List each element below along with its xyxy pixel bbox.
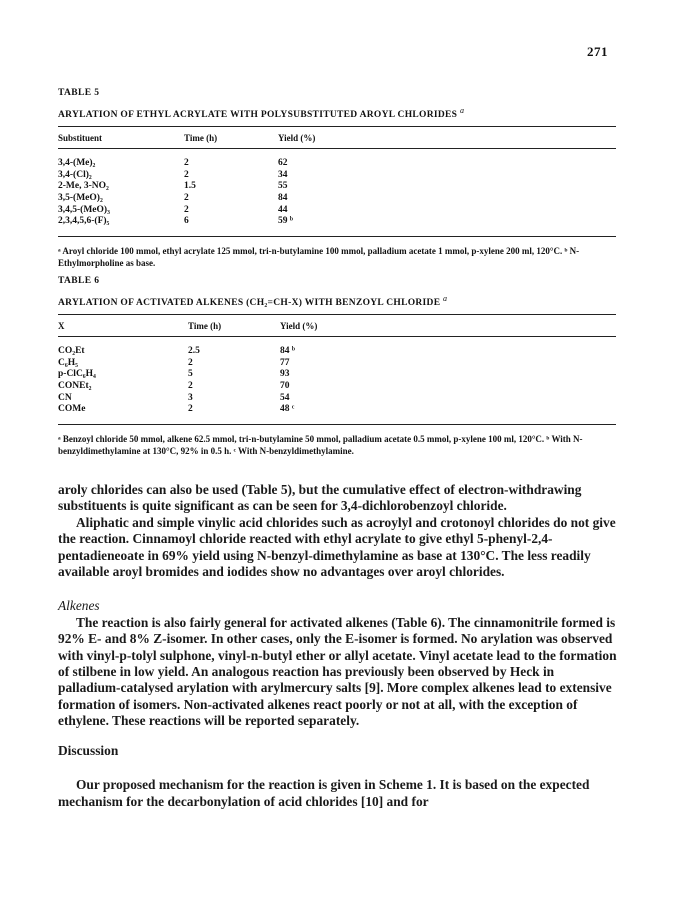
table-6-title (58, 294, 616, 308)
column-header-time: Time (h) (188, 315, 280, 337)
cell-time: 2.5 (188, 346, 200, 357)
table-row (58, 369, 616, 381)
table-row (58, 149, 616, 170)
column-header-x: X (58, 315, 188, 337)
section-heading-discussion: Discussion (58, 742, 119, 758)
column-header-time: Time (h) (184, 127, 278, 149)
cell-x: p-ClC₆H₄ (58, 369, 96, 380)
table-5-label: TABLE 5 (58, 88, 100, 98)
table-row (58, 170, 616, 182)
table-6-label: TABLE 6 (58, 276, 100, 286)
paragraph-aroyl-chlorides: aroly chlorides can also be used (Table 5), but the cumulative effect of electron-withdrawing substituents is quite significant as can be seen for 3,4-dichlorobenzoyl chloride. (58, 482, 582, 514)
table-5 (58, 88, 616, 269)
cell-yield: 44 (278, 204, 288, 215)
cell-time: 6 (184, 216, 189, 227)
cell-yield: 77 (280, 357, 290, 368)
cell-time: 2 (188, 357, 193, 368)
cell-time: 5 (188, 369, 193, 380)
cell-x: CO₂Et (58, 346, 85, 357)
table-6-footnote: ᵃ Benzoyl chloride 50 mmol, alkene 62.5 mmol, tri-n-butylamine 50 mmol, palladium acetate 0.5 mmol, p-xylene 100 ml, 120°C. ᵇ With N-benzyldimethylamine at 130°C, 92% in 0.5 h. ᶜ With N-benzyldimethylamine. (58, 433, 583, 456)
cell-x: CN (58, 392, 72, 403)
table-5-footnote: ᵃ Aroyl chloride 100 mmol, ethyl acrylate 125 mmol, tri-n-butylamine 100 mmol, palladium acetate 1 mmol, p-xylene 200 ml, 120°C. ᵇ N-Ethylmorpholine as base. (58, 245, 580, 268)
table-5-title (58, 106, 616, 120)
table-row (58, 216, 616, 236)
table-6-grid (58, 314, 616, 425)
table-row (58, 337, 616, 358)
cell-substituent: 3,5-(MeO)₂ (58, 192, 103, 203)
cell-yield: 70 (280, 380, 290, 391)
table-5-title-text: ARYLATION OF ETHYL ACRYLATE WITH POLYSUBSTITUTED AROYL CHLORIDES (58, 110, 458, 121)
table-6-title-text: ARYLATION OF ACTIVATED ALKENES (CH₂=CH-X) WITH BENZOYL CHLORIDE (58, 298, 441, 309)
page-number: 271 (587, 44, 608, 59)
table-row (58, 404, 616, 424)
table-6-title-mark: a (443, 294, 448, 303)
table-5-header-row (58, 127, 616, 149)
paragraph-alkenes: The reaction is also fairly general for activated alkenes (Table 6). The cinnamonitrile formed is 92% E- and 8% Z-isomer. In other cases, only the E-isomer is formed. No arylation was observed with vinyl-p-tolyl sulphone, vinyl-n-butyl ether or allyl acetate. Vinyl acetate lead to the formation of stilbene in low yield. An analogous reaction has previously been observed by Heck in palladium-catalysed arylation with arylmercury salts [9]. More complex alkenes lead to extensive formation of isomers. Non-activated alkenes react poorly or not at all, with the exception of ethylene. These reactions will be reported separately. (58, 614, 617, 729)
cell-yield: 55 (278, 181, 288, 192)
cell-substituent: 3,4-(Me)₂ (58, 158, 96, 169)
cell-substituent: 2,3,4,5,6-(F)₅ (58, 216, 110, 227)
table-5-grid (58, 126, 616, 237)
column-header-yield: Yield (%) (278, 127, 616, 149)
table-6-header-row (58, 315, 616, 337)
table-row (58, 205, 616, 217)
table-row (58, 393, 616, 405)
table-row (58, 193, 616, 205)
cell-x: C₆H₅ (58, 357, 78, 368)
cell-time: 1.5 (184, 181, 196, 192)
column-header-substituent: Substituent (58, 127, 184, 149)
table-row (58, 381, 616, 393)
section-heading-alkenes: Alkenes (58, 598, 100, 614)
paragraph-aliphatic: Aliphatic and simple vinylic acid chlorides such as acroylyl and crotonoyl chlorides do not give the reaction. Cinnamoyl chloride reacted with ethyl acrylate to give ethyl 5-phenyl-2,4-pentadieneoate in 69% yield using N-benzyl-dimethylamine as base at 130°C. The less readily available aroyl bromides and iodides show no advantages over aroyl chlorides. (58, 514, 616, 580)
table-row (58, 181, 616, 193)
column-header-yield: Yield (%) (280, 315, 616, 337)
cell-x: COMe (58, 404, 86, 415)
table-6 (58, 276, 616, 457)
cell-time: 2 (184, 204, 189, 215)
cell-time: 3 (188, 392, 193, 403)
cell-time: 2 (184, 192, 189, 203)
cell-yield: 59 ᵇ (278, 216, 293, 227)
cell-yield: 84 ᵇ (280, 346, 295, 357)
cell-yield: 54 (280, 392, 290, 403)
cell-yield: 93 (280, 369, 290, 380)
cell-yield: 84 (278, 192, 288, 203)
cell-substituent: 3,4-(Cl)₂ (58, 169, 92, 180)
table-row (58, 358, 616, 370)
table-5-title-mark: a (459, 106, 465, 115)
cell-substituent: 2-Me, 3-NO₂ (58, 181, 109, 192)
cell-yield: 48 ᶜ (280, 404, 295, 415)
cell-time: 2 (184, 158, 189, 169)
cell-x: CONEt₂ (58, 380, 92, 391)
cell-substituent: 3,4,5-(MeO)₃ (58, 204, 110, 215)
body-text (58, 482, 618, 810)
cell-time: 2 (184, 169, 189, 180)
cell-time: 2 (188, 404, 193, 415)
cell-yield: 34 (278, 169, 288, 180)
paragraph-discussion: Our proposed mechanism for the reaction is given in Scheme 1. It is based on the expected mechanism for the decarbonylation of acid chlorides [10] and for (58, 777, 590, 809)
cell-time: 2 (188, 380, 193, 391)
cell-yield: 62 (278, 158, 288, 169)
